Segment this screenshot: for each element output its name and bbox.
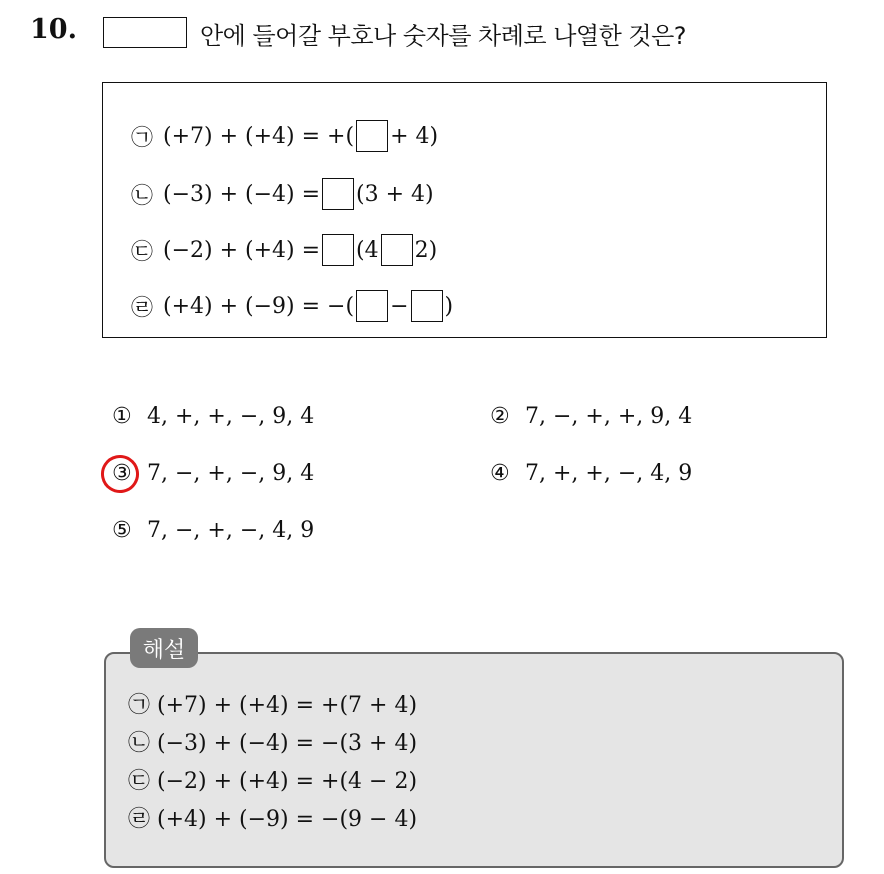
choice-number: ④ bbox=[490, 461, 510, 486]
choice-number: ⑤ bbox=[112, 518, 132, 543]
solution-line: ㉡ (−3) + (−4) = −(3 + 4) bbox=[128, 731, 418, 756]
blank-box bbox=[381, 234, 413, 266]
answer-mark-circle bbox=[97, 451, 142, 496]
problem-line bbox=[131, 119, 438, 153]
choice-number: ② bbox=[490, 404, 510, 429]
expression-part: (+4) + (−9) = −( bbox=[163, 293, 355, 319]
answer-blank-box bbox=[103, 17, 187, 48]
choice-4[interactable] bbox=[490, 461, 692, 486]
blank-box bbox=[356, 290, 388, 322]
problem-line bbox=[131, 177, 434, 211]
solution-tag: 해설 bbox=[130, 628, 198, 668]
expression-part: 2) bbox=[414, 237, 438, 263]
blank-box bbox=[322, 178, 354, 210]
problem-line bbox=[131, 289, 453, 323]
blank-box bbox=[322, 234, 354, 266]
choice-text: 7, −, +, −, 4, 9 bbox=[147, 518, 315, 543]
choice-5[interactable] bbox=[112, 518, 314, 543]
choice-text: 7, −, +, −, 9, 4 bbox=[147, 461, 315, 486]
problem-marker: ㉢ bbox=[131, 239, 154, 265]
choice-text: 4, +, +, −, 9, 4 bbox=[147, 404, 315, 429]
solution-line: ㉢ (−2) + (+4) = +(4 − 2) bbox=[128, 769, 418, 794]
solution-line: ㉠ (+7) + (+4) = +(7 + 4) bbox=[128, 693, 418, 718]
solution-line: ㉣ (+4) + (−9) = −(9 − 4) bbox=[128, 807, 418, 832]
problem-panel bbox=[102, 82, 827, 338]
choice-2[interactable] bbox=[490, 404, 692, 429]
expression-part: − bbox=[390, 293, 409, 319]
expression-part: (+7) + (+4) = +( bbox=[163, 123, 355, 149]
expression-part: (3 + 4) bbox=[356, 181, 434, 207]
question-text: 안에 들어갈 부호나 숫자를 차례로 나열한 것은? bbox=[200, 22, 687, 50]
choice-number: ① bbox=[112, 404, 132, 429]
choice-3[interactable] bbox=[112, 461, 314, 486]
blank-box bbox=[356, 120, 388, 152]
expression-part: ) bbox=[444, 293, 454, 319]
question-number: 10. bbox=[30, 14, 77, 45]
blank-box bbox=[411, 290, 443, 322]
choice-text: 7, −, +, +, 9, 4 bbox=[525, 404, 693, 429]
problem-line bbox=[131, 233, 437, 267]
expression-part: (−2) + (+4) = bbox=[163, 237, 321, 263]
problem-marker: ㉣ bbox=[131, 295, 154, 321]
problem-marker: ㉡ bbox=[131, 183, 154, 209]
solution-box bbox=[104, 652, 844, 868]
choice-number: ③ bbox=[112, 461, 132, 486]
expression-part: + 4) bbox=[390, 123, 439, 149]
choice-1[interactable] bbox=[112, 404, 314, 429]
problem-marker: ㉠ bbox=[131, 125, 154, 151]
choice-text: 7, +, +, −, 4, 9 bbox=[525, 461, 693, 486]
expression-part: (−3) + (−4) = bbox=[163, 181, 321, 207]
expression-part: (4 bbox=[356, 237, 379, 263]
